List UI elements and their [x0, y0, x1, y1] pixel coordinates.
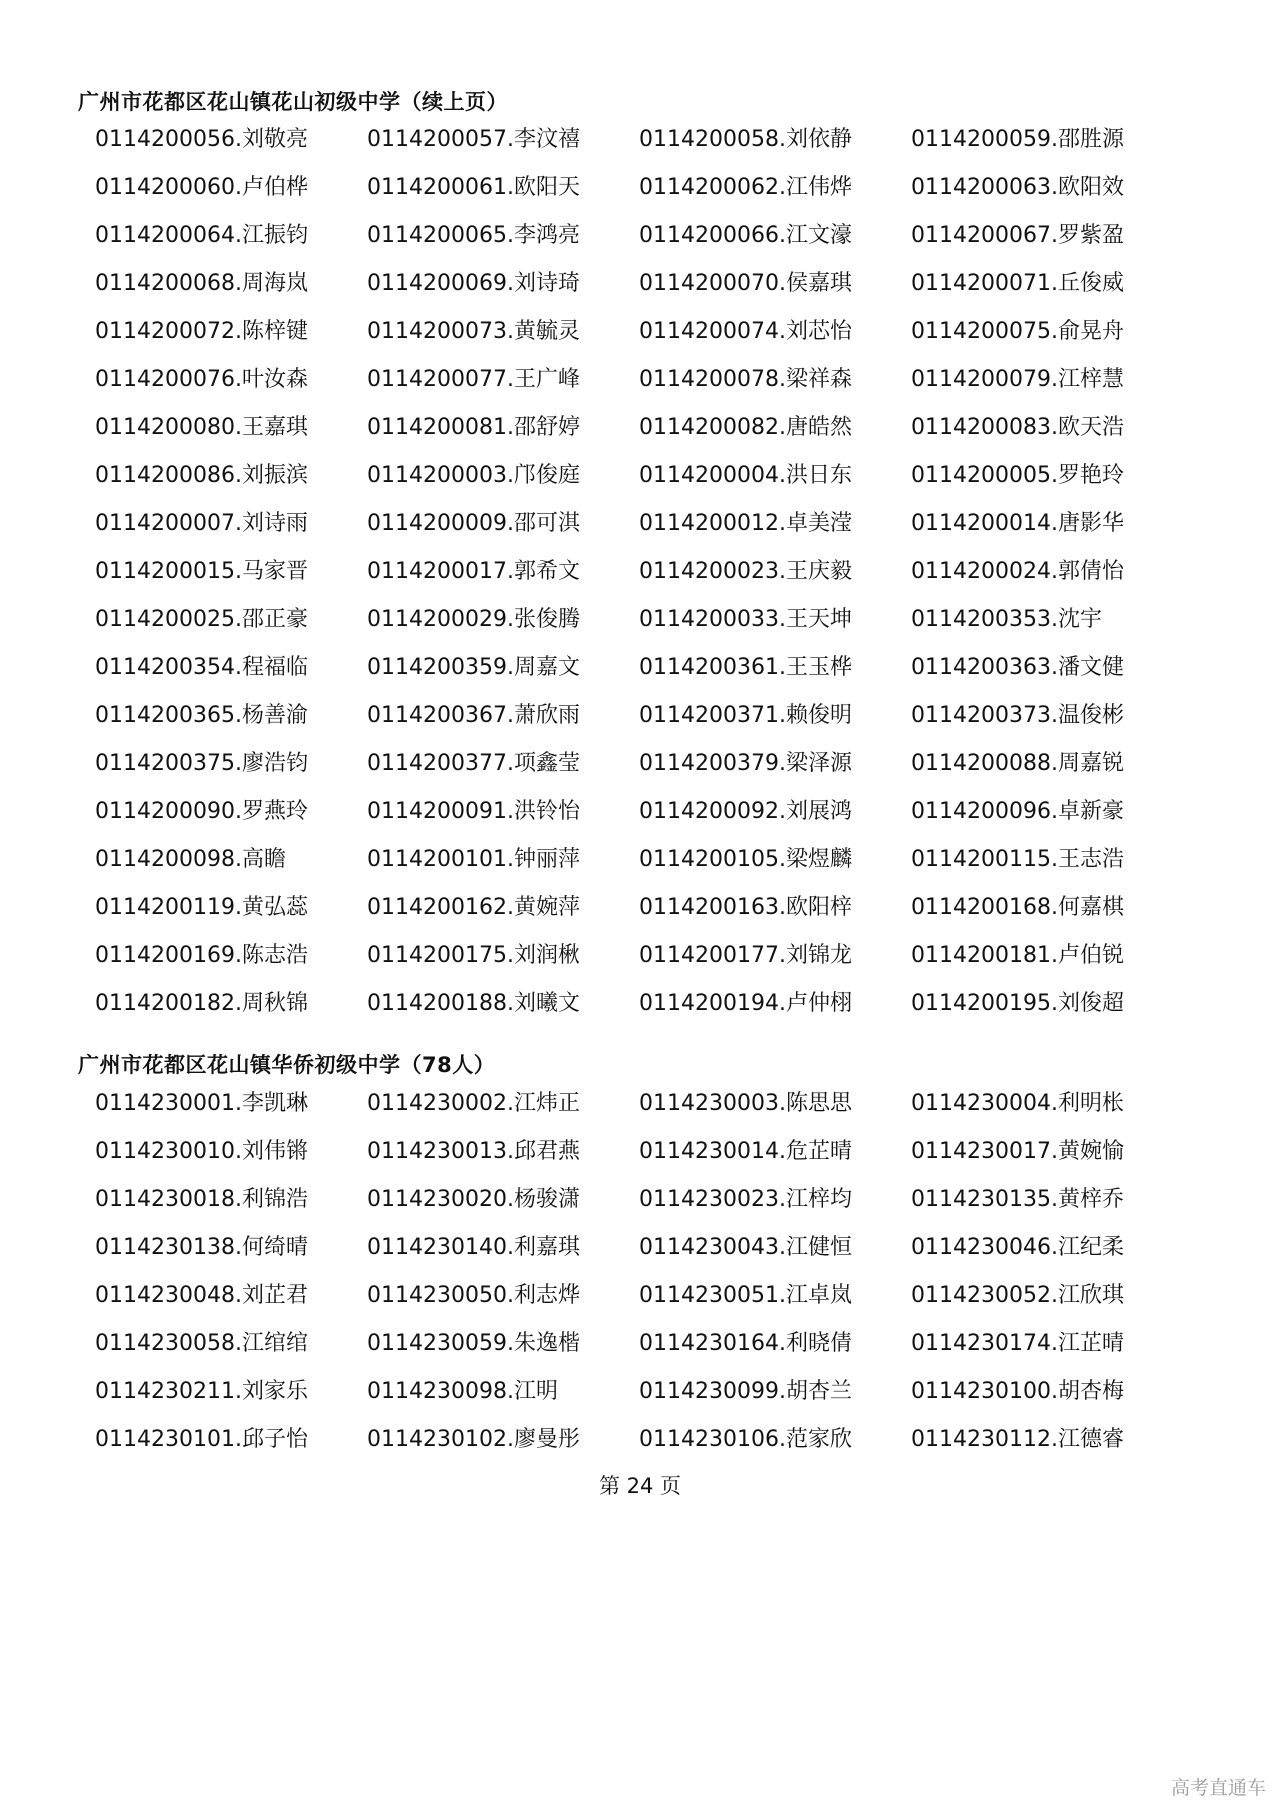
student-entry: 0114200058.刘依静: [639, 127, 852, 152]
student-entry: 0114200005.罗艳玲: [911, 463, 1124, 488]
student-entry: 0114200074.刘芯怡: [639, 319, 852, 344]
student-entry: 0114200101.钟丽萍: [367, 847, 580, 872]
student-entry: 0114200077.王广峰: [367, 367, 580, 392]
student-entry: 0114200073.黄毓灵: [367, 319, 580, 344]
student-entry: 0114200377.项鑫莹: [367, 751, 580, 776]
student-entry: 0114200105.梁煜麟: [639, 847, 852, 872]
student-entry: 0114200078.梁祥森: [639, 367, 852, 392]
student-entry: 0114200079.江梓慧: [911, 367, 1124, 392]
student-entry: 0114200365.杨善渝: [95, 703, 308, 728]
student-entry: 0114200062.江伟烨: [639, 175, 852, 200]
student-entry: 0114200169.陈志浩: [95, 943, 308, 968]
student-entry: 0114230003.陈思思: [639, 1091, 852, 1116]
student-entry: 0114230099.胡杏兰: [639, 1379, 852, 1404]
section-title-huaqiao: 广州市花都区花山镇华侨初级中学（78人）: [78, 1053, 496, 1077]
student-entry: 0114200080.王嘉琪: [95, 415, 308, 440]
student-entry: 0114200163.欧阳梓: [639, 895, 852, 920]
student-entry: 0114200092.刘展鸿: [639, 799, 852, 824]
student-list-huaqiao: [95, 1092, 1195, 1476]
student-entry: 0114200194.卢仲栩: [639, 991, 852, 1016]
student-entry: 0114200115.王志浩: [911, 847, 1124, 872]
student-entry: 0114200379.梁泽源: [639, 751, 852, 776]
student-entry: 0114200063.欧阳效: [911, 175, 1124, 200]
student-entry: 0114200017.郭希文: [367, 559, 580, 584]
student-entry: 0114200029.张俊腾: [367, 607, 580, 632]
student-entry: 0114200371.赖俊明: [639, 703, 852, 728]
student-entry: 0114200025.邵正豪: [95, 607, 308, 632]
student-entry: 0114200023.王庆毅: [639, 559, 852, 584]
student-entry: 0114230010.刘伟锵: [95, 1139, 308, 1164]
student-entry: 0114200071.丘俊威: [911, 271, 1124, 296]
student-entry: 0114200182.周秋锦: [95, 991, 308, 1016]
student-entry: 0114230138.何绮晴: [95, 1235, 308, 1260]
student-entry: 0114200096.卓新豪: [911, 799, 1124, 824]
student-entry: 0114230001.李凯琳: [95, 1091, 308, 1116]
student-entry: 0114200361.王玉桦: [639, 655, 852, 680]
student-entry: 0114230020.杨骏潇: [367, 1187, 580, 1212]
student-entry: 0114230174.江芷晴: [911, 1331, 1124, 1356]
student-entry: 0114230048.刘芷君: [95, 1283, 308, 1308]
student-entry: 0114200195.刘俊超: [911, 991, 1124, 1016]
student-entry: 0114200168.何嘉棋: [911, 895, 1124, 920]
student-entry: 0114200354.程福临: [95, 655, 308, 680]
student-entry: 0114200119.黄弘蕊: [95, 895, 308, 920]
student-entry: 0114230050.利志烨: [367, 1283, 580, 1308]
student-entry: 0114200090.罗燕玲: [95, 799, 308, 824]
student-entry: 0114230052.江欣琪: [911, 1283, 1124, 1308]
student-entry: 0114200076.叶汝森: [95, 367, 308, 392]
student-entry: 0114230014.危芷晴: [639, 1139, 852, 1164]
student-entry: 0114200064.江振钧: [95, 223, 308, 248]
student-entry: 0114230098.江明: [367, 1379, 558, 1404]
student-entry: 0114200056.刘敬亮: [95, 127, 308, 152]
student-entry: 0114230023.江梓均: [639, 1187, 852, 1212]
student-entry: 0114200007.刘诗雨: [95, 511, 308, 536]
student-entry: 0114200083.欧天浩: [911, 415, 1124, 440]
student-entry: 0114230002.江炜正: [367, 1091, 580, 1116]
student-entry: 0114200072.陈梓键: [95, 319, 308, 344]
student-entry: 0114230211.刘家乐: [95, 1379, 308, 1404]
student-list-huashan: [95, 128, 1195, 1040]
student-entry: 0114230102.廖曼彤: [367, 1427, 580, 1452]
student-entry: 0114230004.利明枨: [911, 1091, 1124, 1116]
student-entry: 0114200353.沈宇: [911, 607, 1102, 632]
student-entry: 0114200363.潘文健: [911, 655, 1124, 680]
student-entry: 0114200060.卢伯桦: [95, 175, 308, 200]
student-entry: 0114200175.刘润楸: [367, 943, 580, 968]
student-entry: 0114200024.郭倩怡: [911, 559, 1124, 584]
student-entry: 0114200359.周嘉文: [367, 655, 580, 680]
student-entry: 0114200367.萧欣雨: [367, 703, 580, 728]
student-entry: 0114200082.唐皓然: [639, 415, 852, 440]
student-entry: 0114230013.邱君燕: [367, 1139, 580, 1164]
student-entry: 0114200033.王天坤: [639, 607, 852, 632]
student-entry: 0114200177.刘锦龙: [639, 943, 852, 968]
student-entry: 0114200066.江文濠: [639, 223, 852, 248]
student-entry: 0114200009.邵可淇: [367, 511, 580, 536]
student-entry: 0114200067.罗紫盈: [911, 223, 1124, 248]
student-entry: 0114230100.胡杏梅: [911, 1379, 1124, 1404]
student-entry: 0114200081.邵舒婷: [367, 415, 580, 440]
student-entry: 0114230018.利锦浩: [95, 1187, 308, 1212]
student-entry: 0114200057.李汶禧: [367, 127, 580, 152]
student-entry: 0114230059.朱逸楷: [367, 1331, 580, 1356]
student-entry: 0114230112.江德睿: [911, 1427, 1124, 1452]
student-entry: 0114230135.黄梓乔: [911, 1187, 1124, 1212]
section-title-huashan: 广州市花都区花山镇花山初级中学（续上页）: [78, 90, 508, 114]
student-entry: 0114200059.邵胜源: [911, 127, 1124, 152]
student-entry: 0114200070.侯嘉琪: [639, 271, 852, 296]
student-entry: 0114230058.江绾绾: [95, 1331, 308, 1356]
student-entry: 0114230017.黄婉愉: [911, 1139, 1124, 1164]
student-entry: 0114200088.周嘉锐: [911, 751, 1124, 776]
student-entry: 0114200181.卢伯锐: [911, 943, 1124, 968]
student-entry: 0114230101.邱子怡: [95, 1427, 308, 1452]
student-entry: 0114200086.刘振滨: [95, 463, 308, 488]
student-entry: 0114200162.黄婉萍: [367, 895, 580, 920]
student-entry: 0114200014.唐影华: [911, 511, 1124, 536]
student-entry: 0114200061.欧阳天: [367, 175, 580, 200]
student-entry: 0114200012.卓美滢: [639, 511, 852, 536]
student-entry: 0114230051.江卓岚: [639, 1283, 852, 1308]
student-entry: 0114230140.利嘉琪: [367, 1235, 580, 1260]
student-entry: 0114200091.洪铃怡: [367, 799, 580, 824]
student-entry: 0114200068.周海岚: [95, 271, 308, 296]
student-entry: 0114200373.温俊彬: [911, 703, 1124, 728]
page-number: 第 24 页: [598, 1474, 682, 1498]
student-entry: 0114200188.刘曦文: [367, 991, 580, 1016]
student-entry: 0114200003.邝俊庭: [367, 463, 580, 488]
student-entry: 0114200065.李鸿亮: [367, 223, 580, 248]
student-entry: 0114200098.高瞻: [95, 847, 286, 872]
student-entry: 0114200004.洪日东: [639, 463, 852, 488]
student-entry: 0114230106.范家欣: [639, 1427, 852, 1452]
student-entry: 0114200069.刘诗琦: [367, 271, 580, 296]
student-entry: 0114200375.廖浩钧: [95, 751, 308, 776]
watermark-text: 高考直通车: [1170, 1777, 1266, 1799]
student-entry: 0114200075.俞晃舟: [911, 319, 1124, 344]
student-entry: 0114200015.马家晋: [95, 559, 308, 584]
student-entry: 0114230043.江健恒: [639, 1235, 852, 1260]
student-entry: 0114230164.利晓倩: [639, 1331, 852, 1356]
student-entry: 0114230046.江纪柔: [911, 1235, 1124, 1260]
